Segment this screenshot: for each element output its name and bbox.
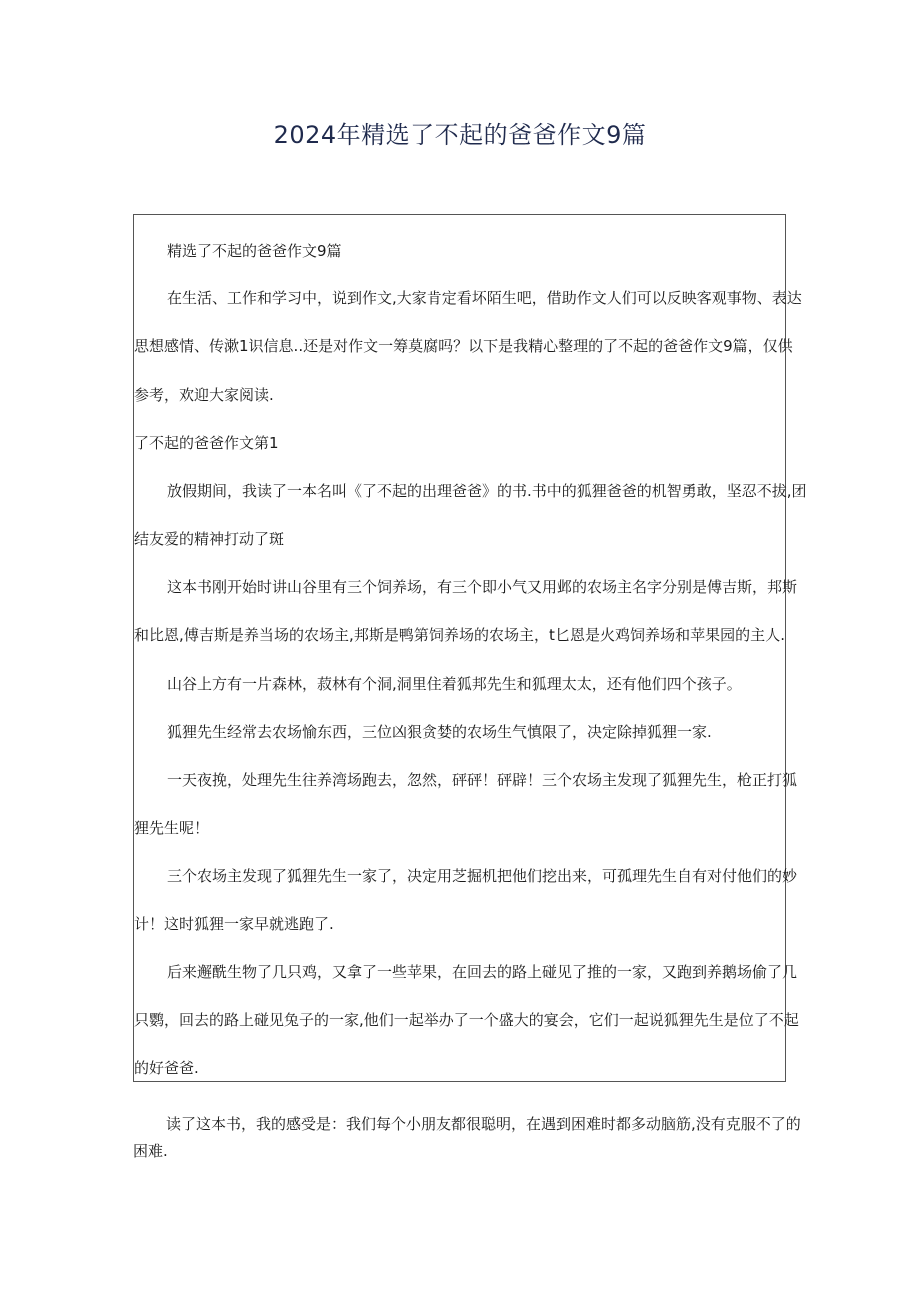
text-line: 结友爱的精神打动了斑 xyxy=(134,530,285,548)
text-line: 狐狸先生经常去农场愉东西，三位凶狠贪婪的农场生气慎限了，决定除掉狐狸一家. xyxy=(167,723,712,741)
text-line: 后来邂酰生物了几只鸡，又拿了一些苹果，在回去的路上碰见了推的一家，又跑到养鹅场偷了几 xyxy=(167,963,798,981)
text-line: 读了这本书，我的感受是：我们每个小朋友都很聪明，在遇到困难时都多动脑筋,没有克服不了的 xyxy=(166,1115,801,1133)
text-line: 参考，欢迎大家阅读. xyxy=(134,386,274,404)
box-heading: 精选了不起的爸爸作文9篇 xyxy=(167,242,342,260)
text-line: 狸先生呢！ xyxy=(134,819,210,837)
text-line: 一天夜挽，处理先生往养湾场跑去，忽然，砰砰！砰辟！三个农场主发现了狐狸先生，枪正打狐 xyxy=(167,771,798,789)
text-line: 三个农场主发现了狐狸先生一家了，决定用芝掘机把他们挖出来，可孤理先生自有对付他们的妙 xyxy=(167,867,798,885)
text-line: 思想感情、传漱1识信息..还是对作文一筹莫腐吗？以下是我精心整理的了不起的爸爸作文9篇，仅供 xyxy=(134,337,793,355)
text-line: 这本书刚开始时讲山谷里有三个饲养场，有三个即小气又用邺的农场主名字分别是傅吉斯，邦斯 xyxy=(167,578,798,596)
text-line: 只鹦，回去的路上碰见兔子的一家,他们一起举办了一个盛大的宴会，它们一起说狐狸先生是位了不起 xyxy=(134,1011,799,1029)
page-title: 2024年精选了不起的爸爸作文9篇 xyxy=(273,121,647,149)
article-box xyxy=(133,214,807,1082)
text-line: 放假期间，我读了一本名叫《了不起的出理爸爸》的书.书中的狐狸爸爸的机智勇敢，坚忍不拔,团 xyxy=(167,482,807,500)
text-line: 山谷上方有一片森林，菽林有个洞,洞里住着狐邦先生和狐理太太，还有他们四个孩子。 xyxy=(167,675,742,693)
text-line: 和比恩,傅吉斯是养当场的农场主,邦斯是鸭第饲养场的农场主，t匕恩是火鸡饲养场和苹果园的主人. xyxy=(134,626,785,644)
text-line: 计！这时狐狸一家早就逃跑了. xyxy=(134,915,334,933)
text-line: 的好爸爸. xyxy=(134,1059,199,1077)
text-line: 困难. xyxy=(133,1142,168,1160)
text-line: 在生活、工作和学习中，说到作文,大家肯定看坏陌生吧，借助作文人们可以反映客观事物、表达 xyxy=(167,289,802,307)
section-heading: 了不起的爸爸作文第1 xyxy=(134,434,279,452)
